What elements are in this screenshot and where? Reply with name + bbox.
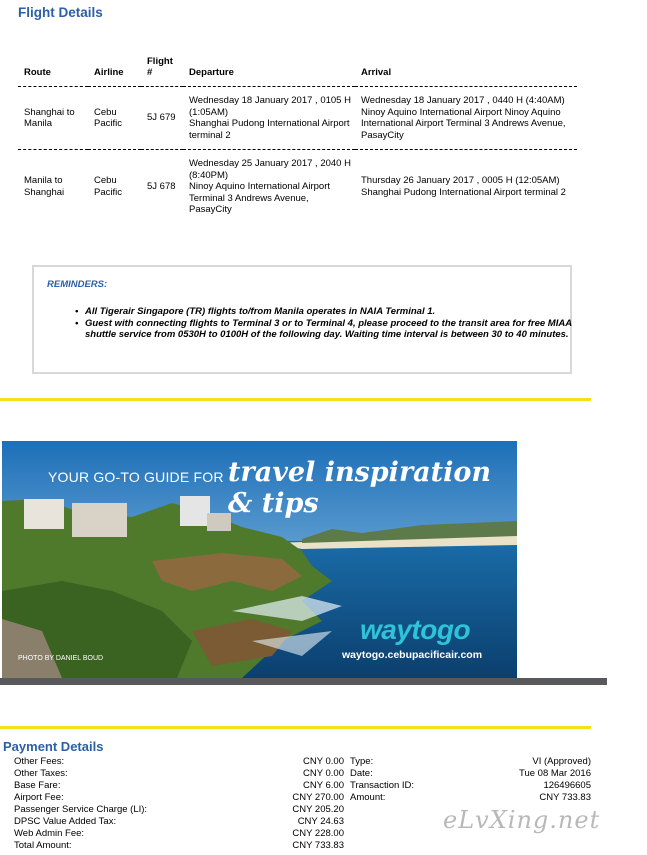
- row-route: Shanghai to Manila: [24, 106, 75, 129]
- table-row: [18, 87, 577, 150]
- header-flight: Flight #: [147, 56, 173, 78]
- fee-value: CNY 24.63: [297, 816, 344, 827]
- yellow-divider-bottom: [0, 726, 591, 729]
- transaction-value: VI (Approved): [532, 756, 591, 767]
- fee-label: Airport Fee:: [14, 792, 64, 803]
- fee-label: Other Fees:: [14, 756, 65, 767]
- waytogo-logo: waytogo: [360, 614, 471, 645]
- site-watermark: eLvXing.net: [443, 806, 601, 834]
- payment-details-title: Payment Details: [3, 739, 104, 754]
- transaction-value: 126496605: [543, 780, 591, 791]
- row-airline: Cebu Pacific: [94, 106, 122, 129]
- fee-label: DPSC Value Added Tax:: [14, 816, 117, 827]
- fee-value: CNY 228.00: [292, 828, 344, 839]
- banner-headline-right: travel inspiration & tips: [228, 457, 492, 519]
- fee-label: Total Amount:: [14, 840, 72, 851]
- header-airline: Airline: [94, 67, 124, 78]
- row-arrival: Wednesday 18 January 2017 , 0440 H (4:40AM) Ninoy Aquino International Airport Ninoy Aquino International Airport Terminal 3 Andrews Avenue, PasayCity: [361, 95, 566, 141]
- fee-value: CNY 205.20: [292, 804, 344, 815]
- fee-value: CNY 0.00: [302, 768, 344, 779]
- row-route: Manila to Shanghai: [24, 175, 65, 198]
- list-item: • Guest with connecting flights to Terminal 3 or to Terminal 4, please proceed to the transit area for free MIAA shuttle service from 0530H to 0100H of the following day. Waiting time interval is between 30 to 40 minutes.: [85, 318, 575, 341]
- transaction-label: Amount:: [350, 792, 386, 803]
- transaction-value: Tue 08 Mar 2016: [519, 768, 591, 779]
- header-arrival: Arrival: [361, 67, 392, 78]
- banner-bottom-bar: [0, 678, 607, 685]
- fee-value: CNY 733.83: [292, 840, 344, 851]
- header-departure: Departure: [189, 67, 234, 78]
- header-route: Route: [24, 67, 51, 78]
- flight-table: [18, 56, 577, 224]
- table-row: [18, 150, 577, 224]
- fee-value: CNY 6.00: [302, 780, 344, 791]
- fee-value: CNY 0.00: [302, 756, 344, 767]
- banner-headline-left: YOUR GO-TO GUIDE FOR: [48, 469, 224, 485]
- waytogo-banner[interactable]: [2, 441, 517, 678]
- photo-credit: PHOTO BY DANIEL BOUD: [18, 655, 104, 662]
- row-flight-number: 5J 678: [147, 181, 176, 192]
- reminders-list: [75, 306, 575, 341]
- fee-label: Passenger Service Charge (LI):: [14, 804, 148, 815]
- row-airline: Cebu Pacific: [94, 175, 122, 198]
- transaction-label: Date:: [350, 768, 373, 779]
- row-arrival: Thursday 26 January 2017 , 0005 H (12:05AM) Shanghai Pudong International Airport terminal 2: [361, 175, 566, 198]
- transaction-label: Transaction ID:: [350, 780, 415, 791]
- fee-label: Other Taxes:: [14, 768, 68, 779]
- row-departure: Wednesday 25 January 2017 , 2040 H (8:40PM) Ninoy Aquino International Airport Terminal 3 Andrews Avenue, PasayCity: [189, 158, 351, 215]
- flight-details-title: Flight Details: [18, 5, 103, 20]
- row-departure: Wednesday 18 January 2017 , 0105 H (1:05AM) Shanghai Pudong International Airport terminal 2: [189, 95, 351, 141]
- yellow-divider-top: [0, 398, 591, 401]
- banner-url[interactable]: waytogo.cebupacificair.com: [342, 649, 483, 661]
- reminders-title: REMINDERS:: [47, 279, 108, 290]
- reminders-box: [32, 265, 572, 374]
- fee-value: CNY 270.00: [292, 792, 344, 803]
- fee-label: Web Admin Fee:: [14, 828, 85, 839]
- transaction-label: Type:: [350, 756, 374, 767]
- list-item: • All Tigerair Singapore (TR) flights to/from Manila operates in NAIA Terminal 1.: [85, 306, 575, 318]
- fee-label: Base Fare:: [14, 780, 61, 791]
- transaction-value: CNY 733.83: [539, 792, 591, 803]
- flight-table-header: [18, 56, 577, 87]
- row-flight-number: 5J 679: [147, 112, 176, 124]
